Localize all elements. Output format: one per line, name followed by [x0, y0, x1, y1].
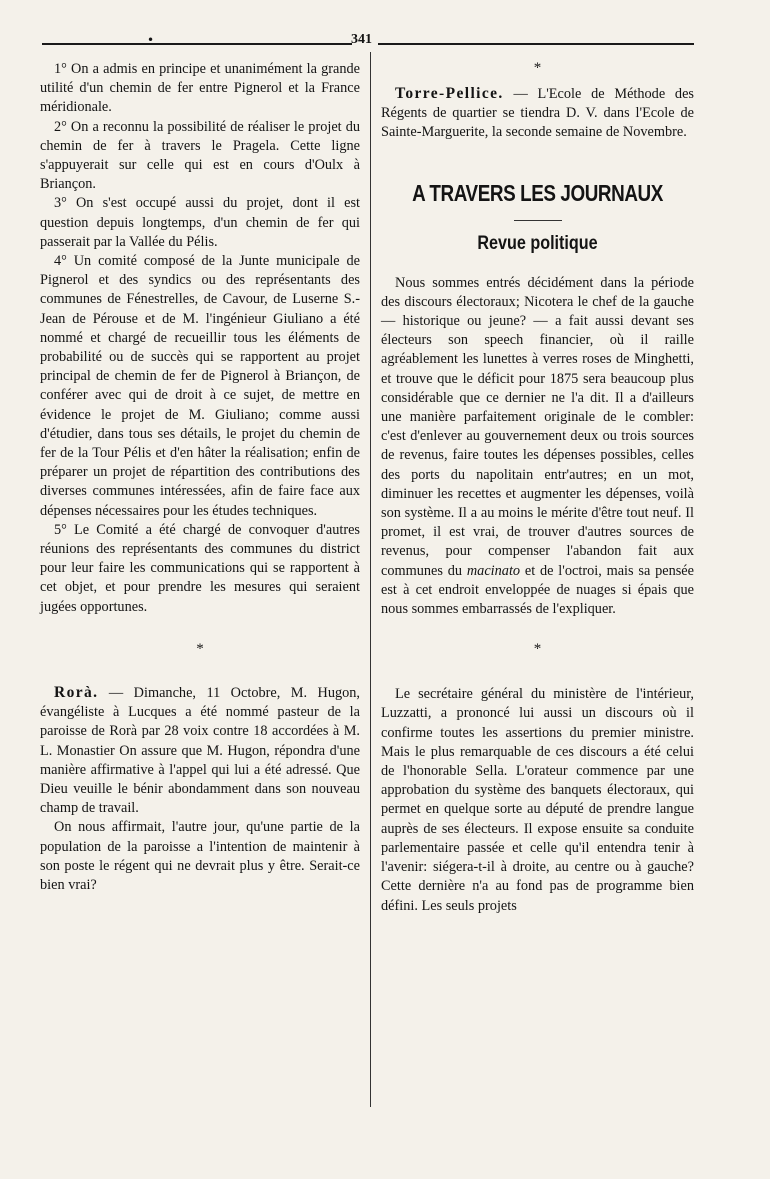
politique-text-b: et de l'octroi, mais sa pensée est à cet endroit enveloppée de nuages si épais que nous sommes embarrassés de l'expliquer. — [381, 562, 694, 618]
column-divider — [370, 52, 371, 1107]
header-rule-right — [378, 43, 694, 45]
rora-paragraph-2: On nous affirmait, l'autre jour, qu'une partie de la population de la paroisse a l'intention de maintenir à son poste le régent qui ne devrait plus y être. Serait-ce bien vrai? — [40, 819, 360, 893]
page-header — [42, 34, 694, 50]
item-3: 3° On s'est occupé aussi du projet, dont il est question depuis longtemps, d'un chemin de fer qui passerait par la Vallée du Pélis. — [40, 195, 360, 250]
separator-star-top: * — [533, 60, 542, 76]
politique-text-a: Nous sommes entrés décidément dans la période des discours électoraux; Nicotera le chef de la gauche — historique ou jeune? — a fait aussi devant ses électeurs son speech financier, où il raille agréablement les lunettes à verres roses de Minghetti, et trouve que le déficit pour 1875 sera beaucoup plus considérable que ce dernier ne l'a dit. Il a d'ailleurs une manière parfaitement originale de le combler: c'est d'enlever au gouvernement deux ou trois sources de revenus, faire toutes les dépenses possibles, celles des ports du napolitain entr'autres; en un mot, diminuer les recettes et augmenter les dépenses, voilà son système. Il a au moins le mérite d'être tout neuf. Il promet, il est vrai, de trouver d'autres sources de revenus, pour compenser l'abandon fait aux communes du — [381, 274, 694, 579]
item-4: 4° Un comité composé de la Junte municipale de Pignerol et des syndics ou des représentants des communes de Fénestrelles, de Cavour, de Luserne S.-Jean de Pérouse et de M. l'ingénieur Giuliano a été nommé et chargé de recueillir tous les éléments de probabilité ou de succès qui se rapportent au projet principal de chemin de fer de Pignerol à Briançon, de conférer avec qui de droit à ce sujet, de mettre en évidence le projet de M. Giuliano; comme aussi d'étudier, dans tous ses détails, le projet du chemin de fer de la Tour Pélis et d'en hâter la réalisation; enfin de préparer un projet de répartition des contributions des diverses communes intéressées, afin de faire face aux dépenses nécessaires pour les études techniques. — [40, 253, 360, 519]
item-5: 5° Le Comité a été chargé de convoquer d'autres réunions des représentants des communes du district pour leur faire les communications qui se rapportent à cet objet, et pour prendre les mesures qui seraient jugées opportunes. — [40, 521, 360, 615]
right-column — [381, 60, 694, 916]
header-rule-left — [42, 43, 352, 45]
item-1: 1° On a admis en principe et unanimément la grande utilité d'un chemin de fer entre Pignerol et la France méridionale. — [40, 61, 360, 116]
politique-paragraph — [381, 274, 694, 620]
luzzatti-paragraph: Le secrétaire général du ministère de l'intérieur, Luzzatti, a prononcé lui aussi un discours où il confirme toutes les assertions du premier ministre. Mais le plus remarquable de ces discours a été celui de l'honorable Sella. L'orateur commence par une approbation du système des banquets électoraux, qui permet en quelque sorte au député de prendre langue auprès de ses électeurs. Il expose ensuite sa conduite parlementaire passée et celle qu'il entendra tenir à l'avenir: siégera-t-il à droite, au centre ou à gauche? Cette dernière n'a au fond pas de programme bien défini. Les seuls projets — [381, 686, 694, 914]
rora-paragraph — [40, 683, 360, 818]
left-column — [40, 60, 360, 895]
politique-italic: macinato — [466, 562, 521, 579]
item-2: 2° On a reconnu la possibilité de réaliser le projet du chemin de fer à travers le Pragela. Cette ligne s'appuyerait sur celle qui est en cours d'Oulx à Briançon. — [40, 118, 360, 193]
section-title: A TRAVERS LES JOURNAUX — [412, 179, 663, 206]
subsection-title: Revue politique — [477, 232, 598, 254]
separator-star-2: * — [533, 641, 542, 658]
torre-paragraph — [381, 84, 694, 143]
header-dot: • — [147, 33, 155, 47]
rora-place: Rorà. — [54, 683, 99, 701]
torre-place: Torre-Pellice. — [395, 85, 504, 102]
rora-text: — Dimanche, 11 Octobre, M. Hugon, évangéliste à Lucques a été nommé pasteur de la paroisse de Rorà par 28 voix contre 18 accordées à M. L. Monastier On assure que M. Hugon, répondra d'une manière affirmative à l'appel qui lui a été adressé. Que Dieu veuille le bénir abondamment dans son nouveau champ de travail. — [40, 684, 360, 817]
torre-text: — L'Ecole de Méthode des Régents de quartier se tiendra D. V. dans l'Ecole de Sainte-Marguerite, la seconde semaine de Novembre. — [381, 86, 694, 141]
separator-star: * — [196, 640, 204, 657]
title-rule — [514, 220, 562, 221]
page-number: 341 — [351, 32, 372, 47]
